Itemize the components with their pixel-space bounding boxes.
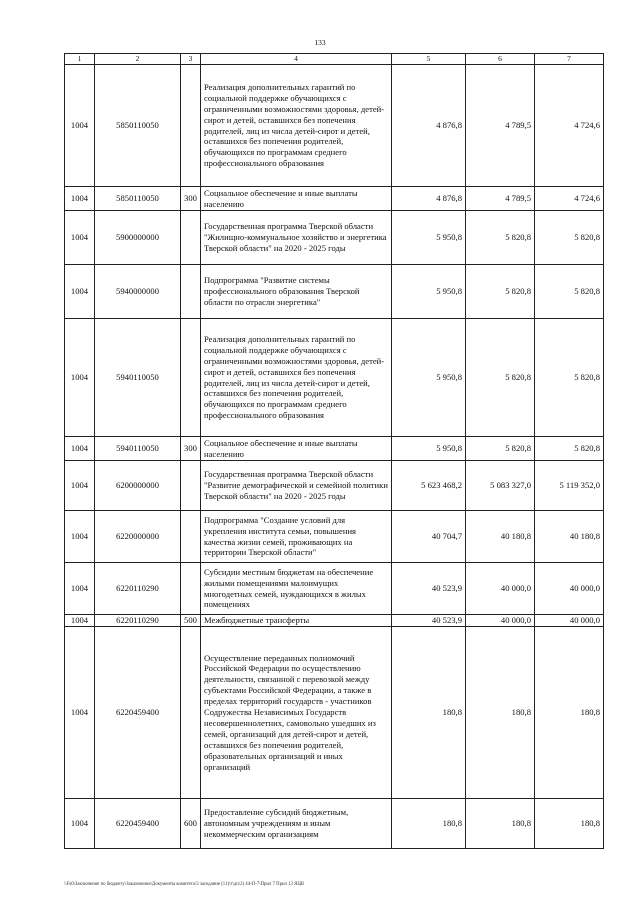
header-cell: 5 (392, 54, 466, 65)
item-name: Реализация дополнительных гарантий по социальной поддержке обучающихся с ограниченными возможностями здоровья, детей-сирот и детей, оставшихся без попечения родителей, лиц из числа детей-сирот и детей, оставшихся без попечения родителей, обучающихся по программам среднего профессионального образования (201, 319, 392, 437)
amount-col5: 5 623 468,2 (392, 461, 466, 511)
header-cell: 7 (535, 54, 604, 65)
amount-col7: 5 820,8 (535, 437, 604, 461)
section-code: 1004 (65, 511, 95, 563)
amount-col5: 180,8 (392, 627, 466, 799)
expense-type-code (181, 563, 201, 615)
target-article-code: 6220110290 (95, 615, 181, 627)
target-article-code: 6200000000 (95, 461, 181, 511)
table-row (65, 615, 604, 627)
amount-col7: 40 000,0 (535, 615, 604, 627)
header-cell: 2 (95, 54, 181, 65)
section-code: 1004 (65, 799, 95, 849)
expense-type-code: 500 (181, 615, 201, 627)
amount-col7: 5 820,8 (535, 319, 604, 437)
target-article-code: 5850110050 (95, 65, 181, 187)
table-row (65, 461, 604, 511)
amount-col5: 40 523,9 (392, 563, 466, 615)
header-cell: 3 (181, 54, 201, 65)
header-row (65, 54, 604, 65)
amount-col6: 40 000,0 (466, 563, 535, 615)
section-code: 1004 (65, 65, 95, 187)
amount-col6: 5 820,8 (466, 319, 535, 437)
amount-col7: 180,8 (535, 627, 604, 799)
item-name: Осуществление переданных полномочий Российской Федерации по осуществлению деятельности, связанной с перевозкой между субъектами Российской Федерации, а также в пределах территорий государств - участников Содружества Независимых Государств несовершеннолетних, самовольно ушедших из семей, организаций для детей-сирот и детей, оставшихся без попечения родителей, образовательных организаций и иных организаций (201, 627, 392, 799)
amount-col5: 5 950,8 (392, 319, 466, 437)
target-article-code: 6220459400 (95, 799, 181, 849)
amount-col5: 5 950,8 (392, 437, 466, 461)
item-name: Государственная программа Тверской области "Развитие демографической и семейной политики Тверской области" на 2020 - 2025 годы (201, 461, 392, 511)
expense-type-code: 300 (181, 187, 201, 211)
item-name: Подпрограмма "Развитие системы профессионального образования Тверской области по отрасли энергетика" (201, 265, 392, 319)
section-code: 1004 (65, 563, 95, 615)
amount-col5: 4 876,8 (392, 65, 466, 187)
file-path-footer: \\Fs0\Заключение по бюджету\Заключение\Документы комитета\3 заседание (11)\т\дп\2) 44-П-7\Прил 7 Прил 13 ЯЦВ (64, 882, 304, 887)
table-row (65, 627, 604, 799)
section-code: 1004 (65, 319, 95, 437)
amount-col5: 5 950,8 (392, 211, 466, 265)
amount-col7: 5 820,8 (535, 265, 604, 319)
expense-type-code (181, 319, 201, 437)
table-row (65, 437, 604, 461)
amount-col5: 5 950,8 (392, 265, 466, 319)
item-name: Межбюджетные трансферты (201, 615, 392, 627)
header-cell: 1 (65, 54, 95, 65)
expense-type-code (181, 511, 201, 563)
section-code: 1004 (65, 265, 95, 319)
target-article-code: 6220459400 (95, 627, 181, 799)
amount-col5: 40 704,7 (392, 511, 466, 563)
budget-table (64, 53, 604, 849)
table-row (65, 65, 604, 187)
item-name: Предоставление субсидий бюджетным, автономным учреждениям и иным некоммерческим организациям (201, 799, 392, 849)
section-code: 1004 (65, 211, 95, 265)
item-name: Социальное обеспечение и иные выплаты населению (201, 437, 392, 461)
amount-col6: 4 789,5 (466, 187, 535, 211)
table-row (65, 211, 604, 265)
table-row (65, 187, 604, 211)
table-row (65, 511, 604, 563)
expense-type-code (181, 461, 201, 511)
table-row (65, 319, 604, 437)
expense-type-code: 600 (181, 799, 201, 849)
item-name: Подпрограмма "Создание условий для укрепления института семьи, повышения качества жизни семей, проживающих на территории Тверской области" (201, 511, 392, 563)
expense-type-code (181, 265, 201, 319)
target-article-code: 6220000000 (95, 511, 181, 563)
amount-col6: 5 820,8 (466, 437, 535, 461)
amount-col6: 40 180,8 (466, 511, 535, 563)
section-code: 1004 (65, 615, 95, 627)
amount-col7: 180,8 (535, 799, 604, 849)
table-row (65, 799, 604, 849)
amount-col5: 180,8 (392, 799, 466, 849)
section-code: 1004 (65, 461, 95, 511)
amount-col5: 40 523,9 (392, 615, 466, 627)
amount-col6: 40 000,0 (466, 615, 535, 627)
page-number: 133 (314, 38, 326, 47)
target-article-code: 5940110050 (95, 437, 181, 461)
target-article-code: 5940000000 (95, 265, 181, 319)
amount-col7: 4 724,6 (535, 65, 604, 187)
section-code: 1004 (65, 187, 95, 211)
table-row (65, 563, 604, 615)
amount-col6: 5 820,8 (466, 265, 535, 319)
table-row (65, 265, 604, 319)
amount-col7: 40 000,0 (535, 563, 604, 615)
amount-col6: 5 083 327,0 (466, 461, 535, 511)
expense-type-code (181, 65, 201, 187)
item-name: Субсидии местным бюджетам на обеспечение жилыми помещениями малоимущих многодетных семей, нуждающихся в жилых помещениях (201, 563, 392, 615)
item-name: Государственная программа Тверской области "Жилищно-коммунальное хозяйство и энергетика Тверской области" на 2020 - 2025 годы (201, 211, 392, 265)
target-article-code: 5850110050 (95, 187, 181, 211)
target-article-code: 5940110050 (95, 319, 181, 437)
expense-type-code (181, 627, 201, 799)
expense-type-code (181, 211, 201, 265)
expense-type-code: 300 (181, 437, 201, 461)
target-article-code: 5900000000 (95, 211, 181, 265)
target-article-code: 6220110290 (95, 563, 181, 615)
amount-col7: 40 180,8 (535, 511, 604, 563)
amount-col6: 180,8 (466, 627, 535, 799)
amount-col5: 4 876,8 (392, 187, 466, 211)
section-code: 1004 (65, 437, 95, 461)
item-name: Реализация дополнительных гарантий по социальной поддержке обучающихся с ограниченными возможностями здоровья, детей-сирот и детей, оставшихся без попечения родителей, лиц из числа детей-сирот и детей, оставшихся без попечения родителей, обучающихся по программам среднего профессионального образования (201, 65, 392, 187)
item-name: Социальное обеспечение и иные выплаты населению (201, 187, 392, 211)
amount-col7: 4 724,6 (535, 187, 604, 211)
amount-col6: 4 789,5 (466, 65, 535, 187)
header-cell: 4 (201, 54, 392, 65)
amount-col7: 5 820,8 (535, 211, 604, 265)
header-cell: 6 (466, 54, 535, 65)
section-code: 1004 (65, 627, 95, 799)
amount-col6: 5 820,8 (466, 211, 535, 265)
amount-col6: 180,8 (466, 799, 535, 849)
amount-col7: 5 119 352,0 (535, 461, 604, 511)
